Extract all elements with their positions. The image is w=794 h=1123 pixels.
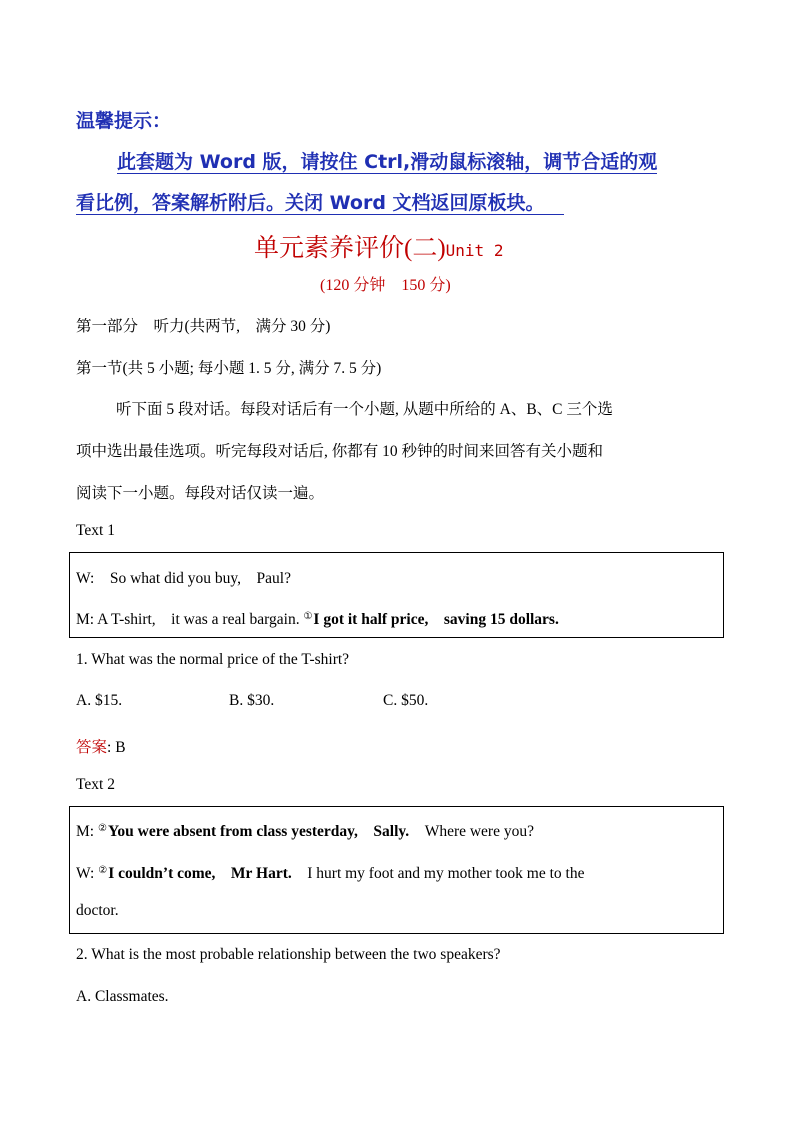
tip-heading: 温馨提示：	[76, 110, 172, 132]
text1-m-line	[76, 607, 559, 629]
q1-option-a: A. $15.	[76, 692, 123, 709]
text2-m-key-sentence: You were absent from class yesterday, Sally.	[107, 823, 410, 840]
text1-m-marker: ①	[303, 611, 313, 622]
text1-m-key-sentence: I got it half price, saving 15 dollars.	[313, 611, 559, 628]
text1-w-line: W: So what did you buy, Paul?	[76, 570, 291, 587]
text2-m-line	[76, 819, 534, 841]
q1-option-b: B. $30.	[229, 692, 275, 709]
q1-answer-value: : B	[107, 739, 126, 756]
instructions-line-1: 听下面 5 段对话。每段对话后有一个小题, 从题中所给的 A、B、C 三个选	[116, 401, 613, 418]
text2-w-continuation: doctor.	[76, 902, 119, 919]
tip-line-1-text: 此套题为 Word 版，请按住 Ctrl,滑动鼠标滚轴，调节合适的观	[117, 151, 658, 173]
tip-line-1	[117, 147, 657, 174]
section-heading: 第一节(共 5 小题; 每小题 1. 5 分, 满分 7. 5 分)	[76, 360, 382, 377]
page-subtitle: (120 分钟 150 分)	[320, 277, 451, 294]
text2-m-marker: ②	[97, 823, 107, 834]
page-title	[254, 228, 503, 264]
text2-w-key-sentence: I couldn’t come, Mr Hart.	[108, 865, 292, 882]
title-unit: Unit 2	[445, 241, 504, 260]
q1-option-c: C. $50.	[383, 692, 429, 709]
title-main: 单元素养评价(二)	[254, 235, 446, 262]
text2-w-prefix: W:	[76, 865, 99, 882]
q1-answer-label: 答案	[76, 739, 108, 756]
q2-option-a: A. Classmates.	[76, 988, 169, 1005]
text1-m-prefix: M: A T-shirt, it was a real bargain.	[76, 611, 304, 628]
q2-question: 2. What is the most probable relationship between the two speakers?	[76, 946, 501, 963]
text2-w-line	[76, 861, 584, 883]
text2-m-rest: Where were you?	[409, 823, 534, 840]
text1-label: Text 1	[76, 522, 115, 539]
instructions-line-2: 项中选出最佳选项。听完每段对话后, 你都有 10 秒钟的时间来回答有关小题和	[76, 443, 604, 460]
text2-m-prefix: M:	[76, 823, 98, 840]
text2-w-marker: ②	[98, 865, 108, 876]
text2-w-rest: I hurt my foot and my mother took me to the	[291, 865, 585, 882]
instructions-line-3: 阅读下一小题。每段对话仅读一遍。	[76, 485, 325, 502]
part-heading: 第一部分 听力(共两节, 满分 30 分)	[76, 318, 331, 335]
text2-label: Text 2	[76, 776, 115, 793]
q1-question: 1. What was the normal price of the T-shirt?	[76, 651, 350, 668]
tip-line-2	[76, 188, 564, 215]
q1-answer	[76, 735, 126, 757]
tip-line-2-text: 看比例，答案解析附后。关闭 Word 文档返回原板块。	[76, 192, 545, 214]
